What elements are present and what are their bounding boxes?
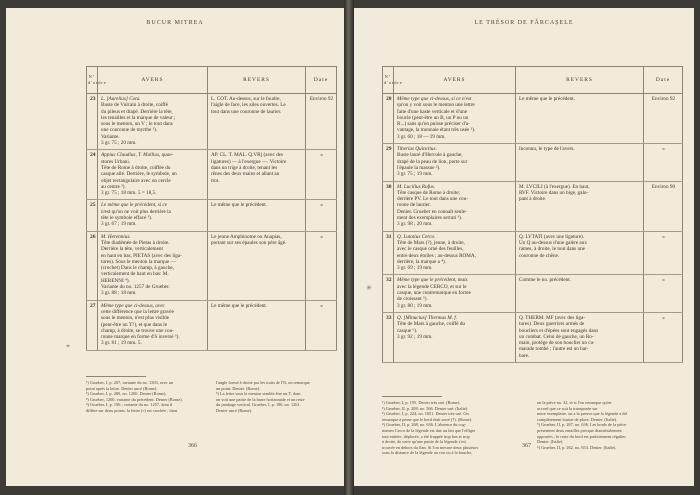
- avers-line: vantage, la monnaie étant très usée ¹).: [397, 127, 476, 134]
- avers-line: tête le symbole effacé ³).: [101, 215, 153, 222]
- avers-line: boucle (peut-être un B, un P ou un: [397, 114, 469, 121]
- avers-line: une couronne de myrthe ¹).: [101, 127, 158, 134]
- avers-line: verticalement de haut en bas: M.: [101, 271, 169, 278]
- footnotes: [86, 380, 336, 414]
- footnote-line: tout entière, déplacée, a été frappée trop bas et trop: [382, 433, 470, 439]
- footnote-line: diffère sur deux points: la lettre (c) est crochée ; dans: [86, 407, 178, 413]
- entry-number: 28: [383, 94, 394, 144]
- footnote-line: ³) Grueber, I, p. 224, no. 1651. Denier très usé. On: [382, 411, 469, 417]
- avers-line: casque, une contremarque en forme: [397, 290, 471, 297]
- avers-line: 3 gr. 69 ; 19 mm.: [397, 265, 433, 272]
- avers-line: Même type que ci-dessus, avec: [101, 302, 165, 309]
- right-page: [354, 8, 694, 486]
- avers-line: Q. Lutatius Cerco.: [397, 233, 436, 240]
- avers-line: 3 gr. 98 ; 20 mm.: [397, 221, 433, 228]
- revers-line: Le même que le précédent.: [211, 302, 268, 309]
- table-row: [383, 144, 683, 181]
- avers-line: R...) sans qu'on puisse préciser d'a-: [397, 121, 470, 128]
- avers-line: faite d'une haste verticale et d'une: [397, 108, 467, 115]
- avers-line: du pileus et drapé. Derrière la tête,: [101, 108, 173, 115]
- footnote-line: on voit une partie de la barre horizontale et un reste: [216, 396, 305, 402]
- revers-line: Un Q au-dessus d'une galère aux: [519, 239, 587, 246]
- header-avers: AVERS: [394, 67, 516, 94]
- footnote-line: ⁶) Grueber, II, p. 262, no. 653. Denier. (Italie).: [537, 444, 617, 450]
- footnote-line: Denier. (Italie).: [537, 439, 564, 445]
- entry-number: 26: [87, 231, 98, 300]
- header-date: Date: [644, 67, 683, 94]
- avers-line: 3 gr. 80 ; 19 mm.: [397, 302, 433, 309]
- footnotes: [382, 400, 682, 456]
- table-row: [383, 275, 683, 312]
- revers-line: L. COT. Au-dessus, sur le foudre,: [211, 96, 281, 102]
- footnote-line: trouvée en dehors du flan. Si l'on mesure deux plusieurs: [382, 444, 479, 450]
- avers-line: objet rectangulaire avec un cercle: [101, 177, 171, 184]
- revers-cell: [516, 181, 644, 231]
- avers-line: derrière PV. Le tout dans une cou-: [397, 196, 468, 203]
- avers-line: ment des exemplaires serrati ³).: [397, 215, 463, 222]
- header-revers: REVERS: [516, 67, 644, 94]
- table-row: [87, 150, 337, 200]
- avers-line: Derrière la tête, verticalement: [101, 246, 163, 253]
- revers-line: bare.: [519, 352, 530, 359]
- avers-cell: [394, 144, 516, 181]
- avers-cell: [98, 94, 208, 150]
- avers-line: (crochet) Dans le champ, à gauche,: [101, 265, 175, 272]
- avers-line: 3 gr. 88 ; 18 mm.: [101, 290, 137, 297]
- avers-line: sous le menton, un V ; le tout dans: [101, 121, 173, 128]
- avers-line: tures). Sous le menton la marque —: [101, 258, 176, 265]
- avers-line: L. [Aurelius] Cota.: [101, 96, 141, 102]
- pencil-mark: ⌖: [66, 342, 70, 350]
- revers-line: rênes des deux mains et allant au: [211, 171, 280, 178]
- revers-cell: [208, 94, 306, 150]
- revers-line: un combat. Celui de gauche, un Ro-: [519, 333, 594, 340]
- revers-line: RVF. Victoire dans un bige, galo-: [519, 189, 589, 196]
- avers-cell: [394, 312, 516, 362]
- revers-cell: [516, 231, 644, 275]
- pencil-mark: ✳: [366, 284, 372, 292]
- table-row: [383, 231, 683, 275]
- table-row: [87, 300, 337, 350]
- entry-number: 23: [87, 94, 98, 150]
- avers-line: Buste lauré d'Hercule à gauche,: [397, 152, 463, 159]
- footnote-line: présentent deux entailles presque diamétralement: [537, 427, 622, 433]
- revers-line: Inconnu, le type de l'avers.: [519, 146, 575, 153]
- avers-line: 3 gr. 75 ; 20 mm.: [101, 140, 137, 147]
- avers-line: Tête diadémée de Pietas à droite.: [101, 239, 170, 246]
- date-cell: Environ 92: [306, 94, 337, 150]
- avers-line: de croissant ⁵).: [397, 296, 428, 303]
- date-cell: »: [644, 312, 683, 362]
- footnote-line: ²) Grueber, I, p. 280, no. 1200. Denier (Rome).: [86, 391, 167, 397]
- footnote-line: un point. Denier. (Rome).: [216, 385, 261, 391]
- revers-line: Q. THERM. MF (avec des liga-: [519, 314, 586, 321]
- avers-line: Même type que le précédent, mais: [397, 277, 468, 284]
- footnote-line: on la pièce no. 32, et si l'on remarque qu'en: [537, 400, 612, 405]
- table-row: [383, 312, 683, 362]
- revers-line: boucliers et d'épées sont engagés dans: [519, 327, 599, 334]
- revers-line: M. LVCILI (à l'exergue). En haut,: [519, 183, 590, 190]
- footnote-line: ⁴) Grueber, I, p. 196 ; variante du no. 1257, dont il: [86, 402, 173, 408]
- avers-line: n'est qu'on ne voit plus derrière la: [101, 208, 171, 215]
- avers-line: derrière, la marque a ⁴).: [397, 258, 447, 265]
- footnote-line: sous la distance de la légende au cou ou à la bouche,: [382, 450, 473, 456]
- footnote-line: nomen Cerco de la légende est due au fait que l'effigie: [382, 427, 476, 433]
- revers-cell: [516, 94, 644, 144]
- footnote-line: remarque à peine que le bord était serré (?). (Rome).: [382, 416, 473, 422]
- header-date: Date: [306, 67, 337, 94]
- avers-line: 3 gr. 75 ; 19 mm.: [397, 171, 433, 178]
- footnote-line: notre exemplaire, on a la preuve que la légende a été: [537, 411, 628, 417]
- avers-line: ronne de laurier.: [397, 202, 431, 209]
- revers-cell: [208, 200, 306, 231]
- avers-line: les tenailles et la marque de valeur ;: [101, 114, 176, 121]
- avers-line: Q. [Minucius] Thermus M. f.: [397, 314, 458, 321]
- table-header-row: [87, 67, 337, 94]
- entry-number: 29: [383, 144, 394, 181]
- coin-catalog-table: [382, 66, 683, 363]
- date-cell: »: [644, 144, 683, 181]
- date-cell: Environ 92: [644, 94, 683, 144]
- avers-line: Tête de Mars à gauche, coiffé du: [397, 321, 466, 328]
- avers-line: 3 gr. 75 ; 18 mm. 5 = 18,5.: [101, 190, 157, 197]
- entry-number: 27: [87, 300, 98, 350]
- avers-line: Appius Claudius, T. Mallius, quae-: [101, 152, 174, 159]
- date-cell: »: [306, 231, 337, 300]
- footnote-line: ⁵) Grueber, II, p. 267, no. 636. Les bords de la pièce: [537, 422, 627, 428]
- avers-line: ronne marque en forme d'S inversé ⁵).: [101, 334, 180, 341]
- avers-line: l'épaule la massue ²).: [397, 164, 441, 171]
- revers-line: pant à droite.: [519, 196, 547, 203]
- avers-line: 3 gr. 67 ; 19 mm.: [101, 221, 137, 228]
- revers-line: l'aigle de face, les ailes ouvertes. Le: [211, 102, 286, 109]
- table-row: [87, 94, 337, 150]
- revers-line: Comme le no. précédent.: [519, 277, 572, 284]
- book-gutter: [344, 0, 354, 495]
- revers-line: trot.: [211, 177, 220, 184]
- date-cell: »: [306, 200, 337, 231]
- avers-line: Variante du no. 1257 de Grueber.: [101, 284, 170, 291]
- header-revers: REVERS: [208, 67, 306, 94]
- avers-line: en haut en bas, PIETAS (avec des liga-: [101, 252, 182, 259]
- avers-line: M. Herennius.: [101, 233, 131, 240]
- footnote-line: ²) Grueber, II, p. 208, no. 566. Denier usé. (Italie).: [382, 405, 469, 411]
- header-avers: AVERS: [98, 67, 208, 94]
- running-head: BUCUR MITREA: [146, 20, 204, 26]
- avers-cell: [98, 200, 208, 231]
- avers-line: avec la légende CERCO, et sur le: [397, 283, 467, 290]
- footnote-line: à droite, de sorte qu'une partie de la légende s'est: [382, 439, 466, 445]
- date-cell: »: [644, 231, 683, 275]
- footnote-line: du jambage vertical. Grueber, I, p. 196, no. 1261.: [216, 402, 301, 408]
- coin-catalog-table: [86, 66, 337, 351]
- page-number: 367: [522, 443, 531, 449]
- footnote-line: complètement foutue de place. Denier. (Italie).: [537, 416, 618, 422]
- avers-line: casque ⁶).: [397, 327, 418, 334]
- avers-cell: [394, 94, 516, 144]
- revers-line: Le jeune Amphinome ou Anapias,: [211, 233, 282, 240]
- avers-line: drapé de la peau de lion, porte sur: [397, 158, 468, 165]
- avers-line: stores Urbani.: [101, 158, 131, 165]
- avers-cell: [394, 231, 516, 275]
- running-head: LE TRÉSOR DE FĂRCAȘELE: [474, 20, 574, 26]
- revers-line: Le même que le précédent.: [211, 202, 268, 209]
- revers-line: tout dans une couronne de laurier.: [211, 108, 282, 115]
- footnote-line: ³) Grueber, 1200, variante du précédent. Denier (Rome).: [86, 396, 183, 402]
- footnote-line: ⁴) Grueber, II, p. 268, no. 636. L'absence du cog-: [382, 422, 467, 428]
- table-row: [383, 94, 683, 144]
- entry-number: 33: [383, 312, 394, 362]
- footnote-rule: [86, 376, 146, 377]
- avers-line: Denier. Grueber en connaît seule-: [397, 208, 467, 215]
- avers-cell: [98, 231, 208, 300]
- revers-line: Le même que le précédent.: [519, 96, 576, 102]
- footnote-line: l'angle formé à droite par les traits de l'N, on remarque: [216, 380, 310, 385]
- table-row: [383, 181, 683, 231]
- avers-line: cette différence que la lettre gravée: [101, 308, 174, 315]
- date-cell: »: [644, 275, 683, 312]
- avers-line: casque ailé. Derrière, le symbole, un: [101, 171, 177, 178]
- header-num: N° d'ordre: [87, 67, 98, 94]
- date-cell: »: [306, 150, 337, 200]
- avers-line: (peut-être un T?), et que dans le: [101, 321, 168, 328]
- footnote-rule: [382, 396, 442, 397]
- avers-line: 3 gr. 81 ; 19 mm. 5.: [101, 340, 142, 347]
- avers-line: au centre ²).: [101, 183, 126, 190]
- revers-cell: [208, 231, 306, 300]
- entry-number: 31: [383, 231, 394, 275]
- avers-line: HERENNI ⁴).: [101, 277, 130, 284]
- revers-line: dans un trige à droite, tenant les: [211, 164, 278, 171]
- entry-number: 32: [383, 275, 394, 312]
- footnote-line: opposées ; le reste du bord est parfaitement régulier.: [537, 433, 627, 439]
- avers-cell: [98, 300, 208, 350]
- revers-cell: [516, 144, 644, 181]
- avers-line: Le même que le précédent, si ce: [101, 202, 168, 209]
- footnote-line: Denier uncé (Rome).: [216, 407, 253, 413]
- avers-line: Tête de Mars (?), jeune, à droite,: [397, 239, 465, 246]
- avers-line: avec le casque orné des feuilles,: [397, 246, 464, 253]
- avers-line: Même type que ci-dessus, si ce n'est: [397, 96, 472, 102]
- avers-line: Tête de Rome à droite, coiffée du: [101, 164, 171, 171]
- revers-line: ligatures) — à l'exergue —. Victoire: [211, 158, 287, 165]
- avers-line: Variante.: [101, 133, 120, 140]
- avers-line: 3 gr. 92 ; 19 mm.: [397, 333, 433, 340]
- avers-line: M. Lucilius Rufus.: [397, 183, 436, 190]
- revers-cell: [516, 275, 644, 312]
- avers-line: sous le menton, n'est plus visible: [101, 315, 170, 322]
- avers-line: Tiberius Quinctius.: [397, 146, 437, 153]
- table-row: [87, 231, 337, 300]
- revers-cell: [208, 300, 306, 350]
- revers-line: Q. LVTATI (avec une ligature).: [519, 233, 585, 240]
- avers-line: champ, à droite, se trouve une cou-: [101, 327, 174, 334]
- revers-cell: [208, 150, 306, 200]
- page-number: 366: [188, 443, 197, 449]
- avers-line: Tête casque de Rome à droite;: [397, 189, 460, 196]
- avers-line: 3 gr. 60 ; 18 — 19 mm.: [397, 133, 446, 140]
- date-cell: Environ 90: [644, 181, 683, 231]
- footnote-line: ¹) Grueber, I, p. 207, variante du no. 1503, avec un: [86, 380, 174, 385]
- footnote-line: accord que ce soit la transposée sur: [537, 405, 598, 411]
- revers-line: main, protège de son bouclier un ca-: [519, 340, 595, 347]
- avers-cell: [394, 275, 516, 312]
- avers-cell: [394, 181, 516, 231]
- revers-line: rames, à droite, le tout dans une: [519, 246, 585, 253]
- revers-line: portant sur ses épaules son père âgé.: [211, 239, 287, 246]
- left-page: [6, 8, 344, 486]
- table-header-row: [383, 67, 683, 94]
- revers-line: AP. CL. T. MAL. Q.VR] (avec des: [211, 152, 283, 159]
- table-row: [87, 200, 337, 231]
- footnote-line: point après la lettre. Denier uncé (Rome).: [86, 385, 158, 391]
- avers-cell: [98, 150, 208, 200]
- footnote-line: ¹) Grueber, I, p. 195. Denier très usé. (Rome).: [382, 400, 461, 405]
- header-num: N° d'ordre: [383, 67, 394, 94]
- date-cell: »: [306, 300, 337, 350]
- avers-line: qu'on y voit sous le menton une lettre: [397, 102, 475, 109]
- entry-number: 25: [87, 200, 98, 231]
- entry-number: 24: [87, 150, 98, 200]
- revers-line: tures). Deux guerriers armés de: [519, 321, 585, 328]
- avers-line: Buste de Vulcain à droite, coiffé: [101, 102, 168, 109]
- footnote-line: ⁵) La lettre sous le menton semble être un T, dont: [216, 391, 301, 397]
- entry-number: 30: [383, 181, 394, 231]
- revers-cell: [516, 312, 644, 362]
- avers-line: entre deux étoiles ; au-dessus ROMA,: [397, 252, 476, 259]
- revers-line: marade tombé ; l'autre est un bar-: [519, 346, 589, 353]
- revers-line: couronne de chêne.: [519, 252, 560, 259]
